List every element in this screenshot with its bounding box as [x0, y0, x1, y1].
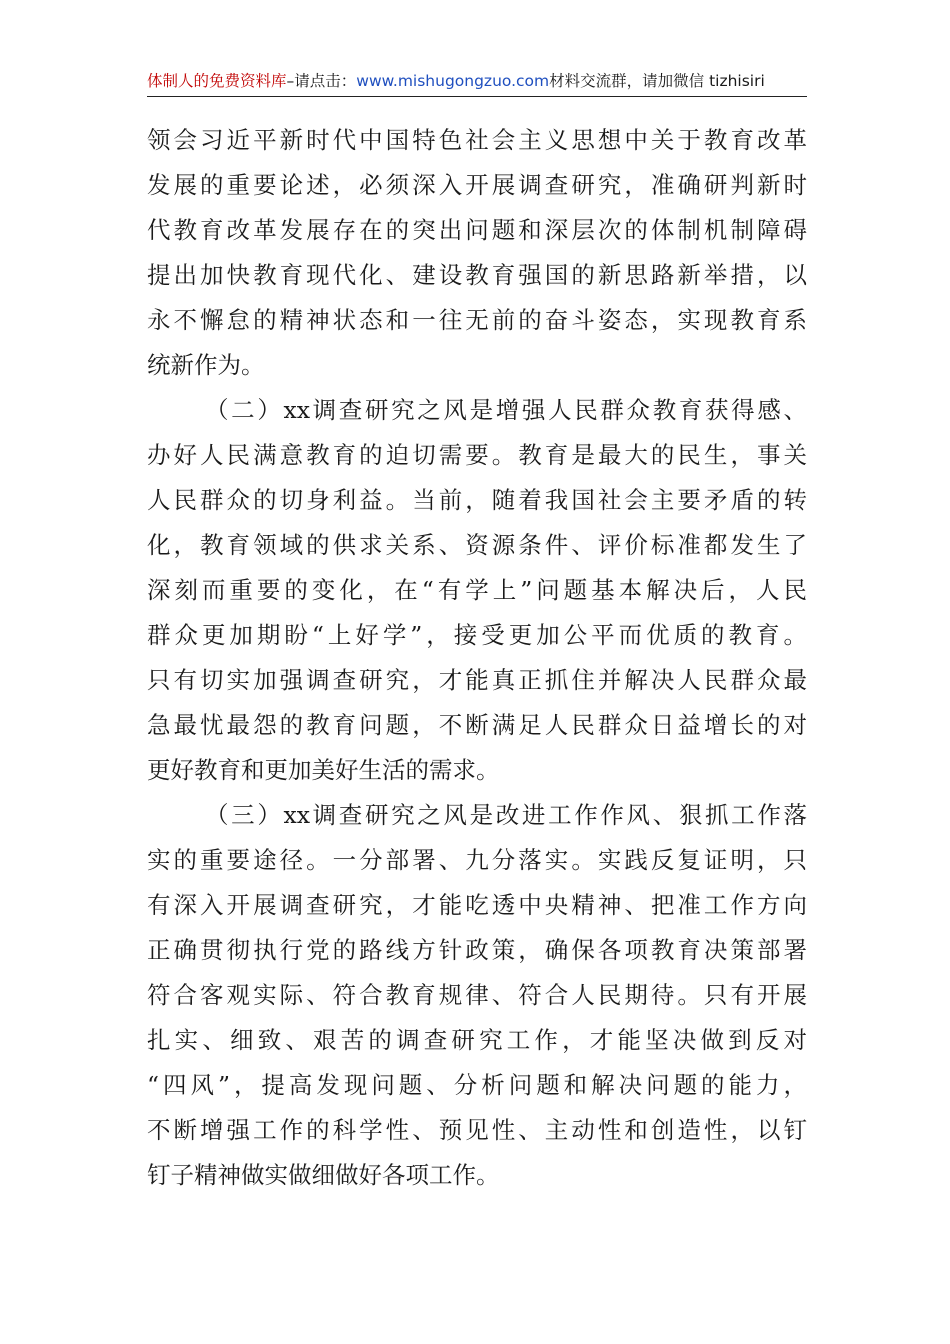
- body-line: 领会习近平新时代中国特色社会主义思想中关于教育改革: [147, 126, 807, 154]
- body-line: 不断增强工作的科学性、预见性、主动性和创造性，以钉: [147, 1116, 807, 1144]
- body-line: 人民群众的切身利益。当前，随着我国社会主要矛盾的转: [147, 486, 807, 514]
- header-brand: 体制人的免费资料库: [147, 72, 287, 90]
- body-line: 扎实、细致、艰苦的调查研究工作，才能坚决做到反对: [147, 1026, 807, 1054]
- body-line: 提出加快教育现代化、建设教育强国的新思路新举措，以: [147, 261, 807, 289]
- body-line: 只有切实加强调查研究，才能真正抓住并解决人民群众最: [147, 666, 807, 694]
- body-line: 正确贯彻执行党的路线方针政策，确保各项教育决策部署: [147, 936, 807, 964]
- body-line: 办好人民满意教育的迫切需要。教育是最大的民生，事关: [147, 441, 807, 469]
- body-line: 钉子精神做实做细做好各项工作。: [147, 1161, 500, 1189]
- body-line: 化，教育领域的供求关系、资源条件、评价标准都发生了: [147, 531, 807, 559]
- body-line: 统新作为。: [147, 351, 265, 379]
- body-line: 急最忧最怨的教育问题，不断满足人民群众日益增长的对: [147, 711, 807, 739]
- body-line: 更好教育和更加美好生活的需求。: [147, 756, 500, 784]
- body-line: “四风”，提高发现问题、分析问题和解决问题的能力，: [147, 1071, 807, 1099]
- body-line: 实的重要途径。一分部署、九分落实。实践反复证明，只: [147, 846, 807, 874]
- body-line: 永不懈怠的精神状态和一往无前的奋斗姿态，实现教育系: [147, 306, 807, 334]
- body-line: 发展的重要论述，必须深入开展调查研究，准确研判新时: [147, 171, 807, 199]
- document-body: [147, 118, 807, 1198]
- section-heading-line: （二）xx调查研究之风是增强人民群众教育获得感、: [205, 396, 807, 424]
- header-separator: –请点击：: [286, 72, 357, 90]
- page-header: [147, 66, 807, 96]
- body-line: 深刻而重要的变化，在“有学上”问题基本解决后，人民: [147, 576, 807, 604]
- header-link[interactable]: www.mishugongzuo.com: [356, 72, 550, 90]
- section-heading-line: （三）xx调查研究之风是改进工作作风、狠抓工作落: [205, 801, 807, 829]
- body-line: 群众更加期盼“上好学”，接受更加公平而优质的教育。: [147, 621, 807, 649]
- header-tail: 材料交流群，请加微信 tizhisiri: [549, 72, 765, 90]
- body-line: 有深入开展调查研究，才能吃透中央精神、把准工作方向: [147, 891, 807, 919]
- body-line: 符合客观实际、符合教育规律、符合人民期待。只有开展: [147, 981, 807, 1009]
- header-divider: [147, 96, 807, 97]
- body-line: 代教育改革发展存在的突出问题和深层次的体制机制障碍: [147, 216, 807, 244]
